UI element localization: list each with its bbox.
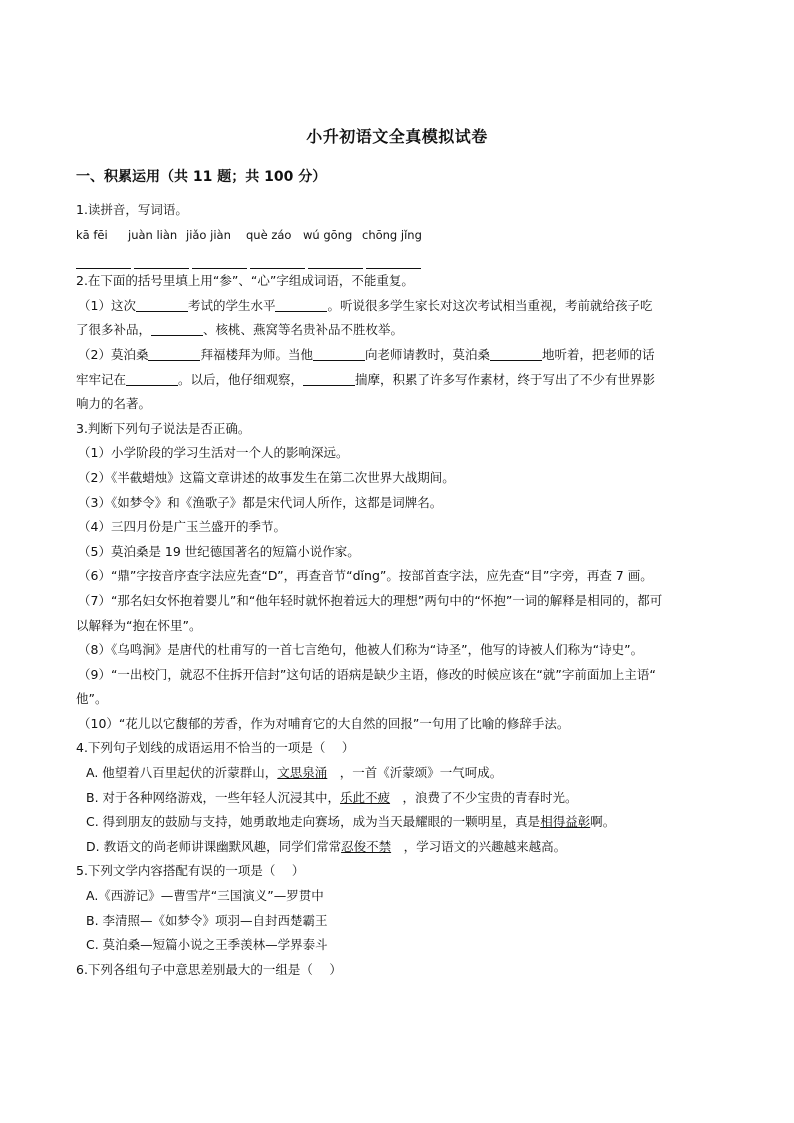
judge-item: （2）《半截蜡烛》这篇文章讲述的故事发生在第二次世界大战期间。 bbox=[78, 469, 455, 485]
text: 啊。 bbox=[590, 814, 616, 830]
text: 向老师请教时，莫泊桑 bbox=[364, 346, 490, 362]
section-heading: 一、积累运用（共 11 题；共 100 分） bbox=[76, 169, 327, 185]
text: 地听着，把老师的话 bbox=[541, 346, 655, 362]
question-2-part1-line1 bbox=[76, 294, 724, 319]
underlined-idiom: 乐此不疲 bbox=[340, 789, 391, 805]
pinyin-item: què záo bbox=[246, 227, 292, 242]
text: 牢牢记在 bbox=[76, 371, 127, 387]
judge-item-cont: 他”。 bbox=[76, 691, 108, 707]
question-2-stem: 2.在下面的括号里填上用“参”、“心”字组成词语，不能重复。 bbox=[76, 273, 414, 289]
text: ，一首《沂蒙颂》一气呵成。 bbox=[327, 765, 503, 781]
fill-blank[interactable] bbox=[126, 371, 178, 386]
answer-blank-lines bbox=[76, 247, 724, 269]
text: D. 教语文的尚老师讲课幽默风趣，同学们常常 bbox=[86, 838, 342, 854]
fill-blank[interactable] bbox=[313, 346, 365, 361]
judge-item-cont: 以解释为“抱在怀里”。 bbox=[76, 617, 202, 633]
text: （2）莫泊桑 bbox=[78, 346, 149, 362]
judge-item: （3）《如梦令》和《渔歌子》都是宋代词人所作，这都是词牌名。 bbox=[78, 494, 443, 510]
text: 。以后，他仔细观察， bbox=[178, 371, 304, 387]
choice-option-d[interactable] bbox=[76, 835, 724, 860]
text: 了很多补品， bbox=[76, 322, 152, 338]
exam-body bbox=[76, 198, 724, 982]
choice-option-c[interactable] bbox=[76, 810, 724, 835]
text: C. 得到朋友的鼓励与支持，她勇敢地走向赛场，成为当天最耀眼的一颗明星，真是 bbox=[86, 814, 541, 830]
text: ，学习语文的兴趣越来越高。 bbox=[391, 838, 567, 854]
question-3-stem: 3.判断下列句子说法是否正确。 bbox=[76, 420, 251, 436]
fill-blank[interactable] bbox=[275, 297, 327, 312]
question-2-part2-line3: 响力的名著。 bbox=[76, 396, 152, 412]
text: 拜福楼拜为师。当他 bbox=[200, 346, 313, 362]
choice-option-b[interactable] bbox=[76, 786, 724, 811]
pinyin-row bbox=[76, 223, 724, 248]
fill-blank[interactable] bbox=[148, 346, 200, 361]
text: 、核桃、燕窝等名贵补品不胜枚举。 bbox=[203, 322, 404, 338]
question-6-stem: 6.下列各组句子中意思差别最大的一组是（ ） bbox=[76, 961, 342, 977]
pinyin-item: chōng jǐng bbox=[362, 227, 422, 242]
judge-item: （9）“一出校门，就忍不住拆开信封”这句话的语病是缺少主语，修改的时候应该在“就”字前面加上主语“ bbox=[78, 666, 656, 682]
question-2-part1-line2 bbox=[76, 318, 724, 343]
choice-option-a[interactable]: A.《西游记》—曹雪芹“三国演义”—罗贯中 bbox=[86, 888, 324, 904]
judge-item: （8）《乌鸣涧》是唐代的杜甫写的一首七言绝句，他被人们称为“诗圣”，他写的诗被人们称为“诗史”。 bbox=[78, 642, 644, 658]
underlined-idiom: 文思泉涌 bbox=[277, 765, 328, 781]
choice-option-c[interactable]: C. 莫泊桑—短篇小说之王季羡林—学界泰斗 bbox=[86, 937, 328, 953]
question-2-part2-line2 bbox=[76, 368, 724, 393]
judge-item: （1）小学阶段的学习生活对一个人的影响深远。 bbox=[78, 445, 349, 461]
question-1-stem: 1.读拼音，写词语。 bbox=[76, 202, 188, 217]
fill-blank[interactable] bbox=[136, 297, 188, 312]
fill-blank[interactable] bbox=[490, 346, 542, 361]
choice-option-a[interactable] bbox=[76, 761, 724, 786]
text: 揣摩，积累了许多写作素材，终于写出了不少有世界影 bbox=[355, 371, 656, 387]
choice-option-b[interactable]: B. 李清照—《如梦令》项羽—自封西楚霸王 bbox=[86, 912, 328, 928]
judge-item: （10）“花儿以它馥郁的芳香，作为对哺育它的大自然的回报”一句用了比喻的修辞手法。 bbox=[78, 715, 570, 731]
exam-title: 小升初语文全真模拟试卷 bbox=[306, 127, 488, 146]
text: B. 对于各种网络游戏，一些年轻人沉浸其中， bbox=[86, 789, 341, 805]
underlined-idiom: 忍俊不禁 bbox=[341, 838, 392, 854]
text: 。听说很多学生家长对这次考试相当重视，考前就给孩子吃 bbox=[327, 297, 653, 313]
judge-item: （5）莫泊桑是 19 世纪德国著名的短篇小说作家。 bbox=[78, 543, 360, 559]
pinyin-item: jiǎo jiàn bbox=[186, 227, 231, 242]
judge-item: （7）“那名妇女怀抱着婴儿”和“他年轻时就怀抱着远大的理想”两句中的“怀抱”一词的解释是相同的，都可 bbox=[78, 592, 663, 608]
question-4-stem: 4.下列句子划线的成语运用不恰当的一项是（ ） bbox=[76, 740, 355, 756]
fill-blank[interactable] bbox=[303, 371, 355, 386]
pinyin-item: wú gōng bbox=[303, 227, 353, 242]
text: A. 他望着八百里起伏的沂蒙群山， bbox=[86, 765, 278, 781]
question-2-part2-line1 bbox=[76, 343, 724, 368]
judge-item: （6）“鼎”字按音序查字法应先查“D”，再查音节“dǐng”。按部首查字法，应先查“目”字旁，再查 7 画。 bbox=[78, 568, 653, 584]
fill-blank[interactable] bbox=[151, 321, 203, 336]
text: ，浪费了不少宝贵的青春时光。 bbox=[390, 789, 578, 805]
text: （1）这次 bbox=[78, 297, 136, 313]
pinyin-item: kā fēi bbox=[76, 227, 108, 242]
underlined-idiom: 相得益彰 bbox=[540, 814, 591, 830]
text: 考试的学生水平 bbox=[187, 297, 276, 313]
question-5-stem: 5.下列文学内容搭配有误的一项是（ ） bbox=[76, 863, 305, 879]
judge-item: （4）三四月份是广玉兰盛开的季节。 bbox=[78, 519, 286, 535]
pinyin-item: juàn liàn bbox=[128, 227, 178, 242]
